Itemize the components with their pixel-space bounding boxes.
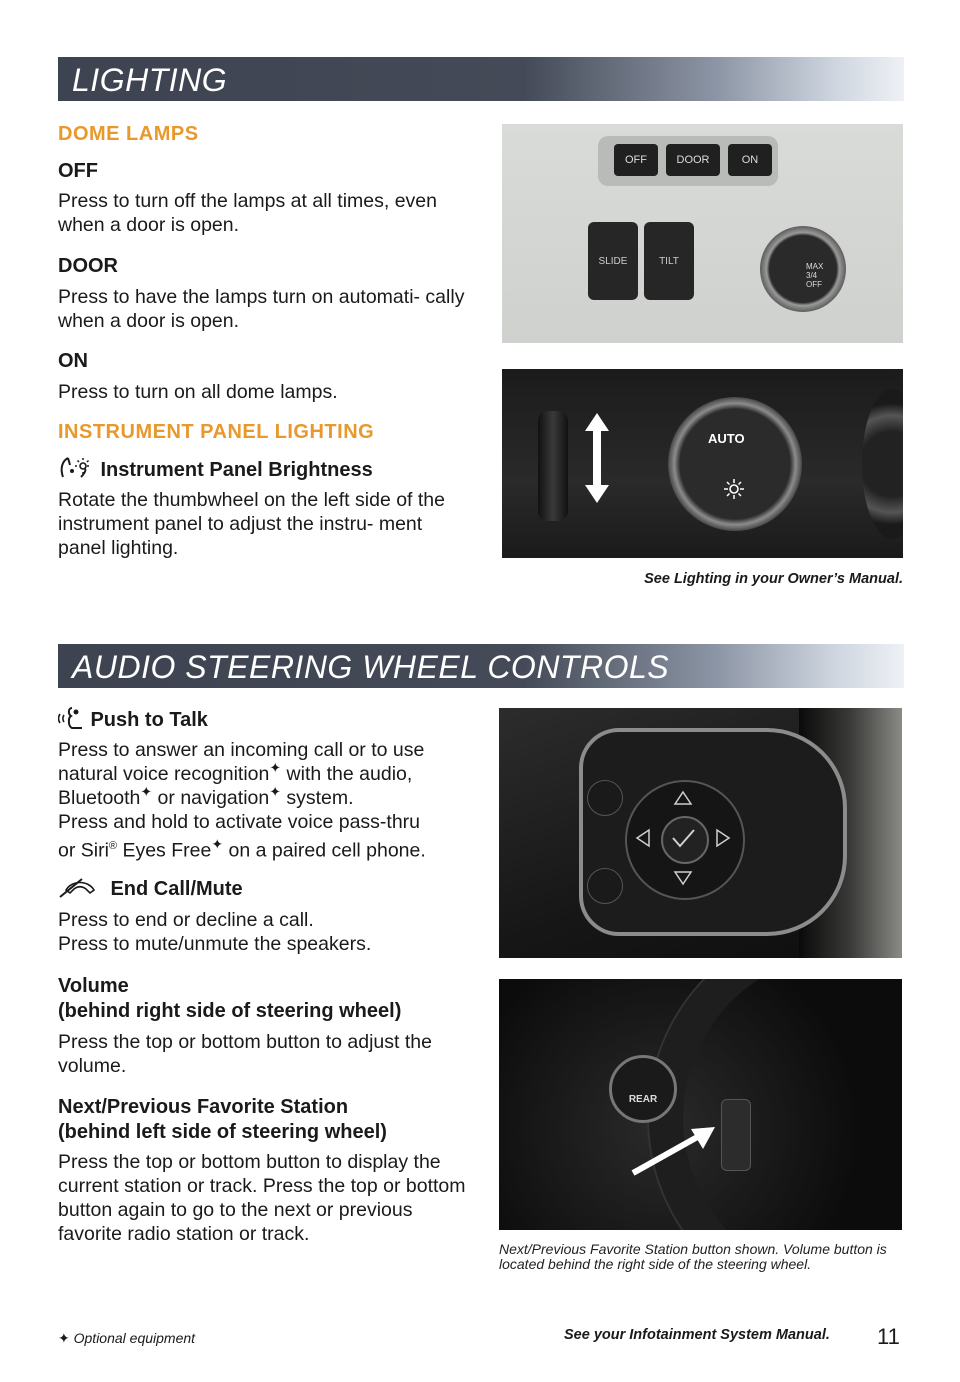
behind-wheel-photo	[499, 979, 902, 1230]
optional-star-icon: ✦	[211, 836, 224, 852]
ptt-navigation: or navigation	[152, 787, 270, 809]
optional-text: Optional equipment	[73, 1330, 196, 1346]
ptt-line2	[58, 759, 478, 786]
ptt-with-audio: with the audio,	[281, 763, 413, 785]
knob-max-label: MAX	[806, 262, 824, 271]
see-lighting-manual: See Lighting in your Owner’s Manual.	[644, 571, 903, 587]
instrument-panel-heading: INSTRUMENT PANEL LIGHTING	[58, 421, 375, 443]
ptt-system: system.	[280, 787, 354, 809]
volume-location: (behind right side of steering wheel)	[58, 1000, 402, 1022]
vent-edge	[862, 389, 903, 539]
rear-wiper-button	[609, 1055, 677, 1123]
end-call-line2: Press to mute/unmute the speakers.	[58, 933, 372, 955]
brightness-text: Rotate the thumbwheel on the left side of the instrument panel to adjust the instru- ment panel lighting.	[58, 489, 446, 559]
ptt-voice-recognition: natural voice recognition	[58, 763, 270, 785]
push-to-talk-icon	[58, 706, 84, 730]
end-call-label: End Call/Mute	[110, 878, 243, 900]
tilt-switch-label: TILT	[659, 256, 679, 267]
ptt-line4: Press and hold to activate voice pass-thru	[58, 811, 421, 833]
audio-banner	[58, 644, 904, 688]
instrument-brightness-icon	[58, 455, 90, 481]
dome-lamp-photo	[502, 124, 903, 343]
audio-title: AUDIO STEERING WHEEL CONTROLS	[72, 649, 670, 685]
page-number: 11	[877, 1324, 900, 1349]
off-label: OFF	[58, 160, 98, 182]
end-call-row	[58, 878, 243, 901]
fan-knob	[760, 226, 846, 312]
footer-optional	[58, 1330, 195, 1347]
volume-heading	[58, 974, 401, 1024]
thumbwheel	[538, 411, 568, 521]
dome-off-button: OFF	[614, 144, 658, 176]
end-call-text	[58, 908, 478, 956]
optional-star-icon: ✦	[58, 1330, 70, 1346]
slide-switch	[588, 222, 638, 300]
ptt-label: Push to Talk	[90, 709, 208, 731]
knob-34-label: 3/4	[806, 271, 818, 280]
favorite-station-button	[721, 1099, 751, 1171]
ptt-text	[58, 738, 478, 863]
next-prev-label: Next/Previous Favorite Station	[58, 1096, 349, 1118]
ptt-bluetooth: Bluetooth	[58, 787, 141, 809]
on-text: Press to turn on all dome lamps.	[58, 381, 338, 403]
ptt-siri: or Siri	[58, 839, 109, 862]
dpad-arrows-icon	[625, 780, 741, 896]
up-down-arrow-icon	[582, 411, 612, 505]
see-infotainment-manual: See your Infotainment System Manual.	[564, 1327, 830, 1343]
end-call-icon	[58, 878, 102, 898]
headlamp-knob	[668, 397, 802, 531]
optional-star-icon: ✦	[269, 759, 282, 776]
dome-door-button: DOOR	[666, 144, 720, 176]
door-text: Press to have the lamps turn on automati- cally when a door is open.	[58, 286, 465, 332]
tilt-switch	[644, 222, 694, 300]
end-call-line1: Press to end or decline a call.	[58, 909, 314, 931]
steering-wheel-rim	[649, 979, 902, 1230]
knob-auto-label: AUTO	[708, 431, 745, 446]
ptt-paired-phone: on a paired cell phone.	[223, 839, 426, 862]
slide-switch-label: SLIDE	[598, 256, 628, 267]
ptt-eyes-free: Eyes Free	[117, 839, 212, 862]
brightness-row	[58, 455, 373, 483]
headlamp-photo	[502, 369, 903, 558]
off-text: Press to turn off the lamps at all times, even when a door is open.	[58, 190, 437, 236]
ptt-button	[587, 780, 623, 816]
registered-mark: ®	[108, 840, 118, 852]
ptt-row	[58, 706, 208, 732]
photo-caption: Next/Previous Favorite Station button shown. Volume button is located behind the right side of the steering wheel.	[499, 1241, 887, 1272]
volume-text: Press the top or bottom button to adjust the volume.	[58, 1031, 432, 1077]
pointer-arrow-icon	[629, 1119, 719, 1179]
on-label: ON	[58, 350, 88, 372]
next-prev-location: (behind left side of steering wheel)	[58, 1121, 387, 1143]
brightness-label: Instrument Panel Brightness	[100, 459, 373, 481]
dome-on-button: ON	[728, 144, 772, 176]
knob-off-label: OFF	[806, 280, 822, 289]
steering-controls-photo	[499, 708, 902, 958]
next-prev-text: Press the top or bottom button to display the current station or track. Press the top or bottom button again to go to the next or previous favorite radio station or track.	[58, 1151, 466, 1245]
ptt-line5	[58, 834, 478, 863]
door-label: DOOR	[58, 255, 118, 277]
ptt-line1: Press to answer an incoming call or to use	[58, 739, 425, 761]
sun-icon	[722, 477, 746, 501]
dome-lamps-heading: DOME LAMPS	[58, 123, 199, 145]
volume-label: Volume	[58, 975, 129, 997]
ptt-line3	[58, 783, 478, 810]
lighting-title: LIGHTING	[72, 62, 228, 98]
next-prev-heading	[58, 1095, 387, 1145]
lighting-banner	[58, 57, 904, 101]
rear-label: REAR	[628, 1094, 658, 1105]
optional-star-icon: ✦	[140, 783, 153, 800]
end-call-button	[587, 868, 623, 904]
optional-star-icon: ✦	[269, 783, 281, 800]
